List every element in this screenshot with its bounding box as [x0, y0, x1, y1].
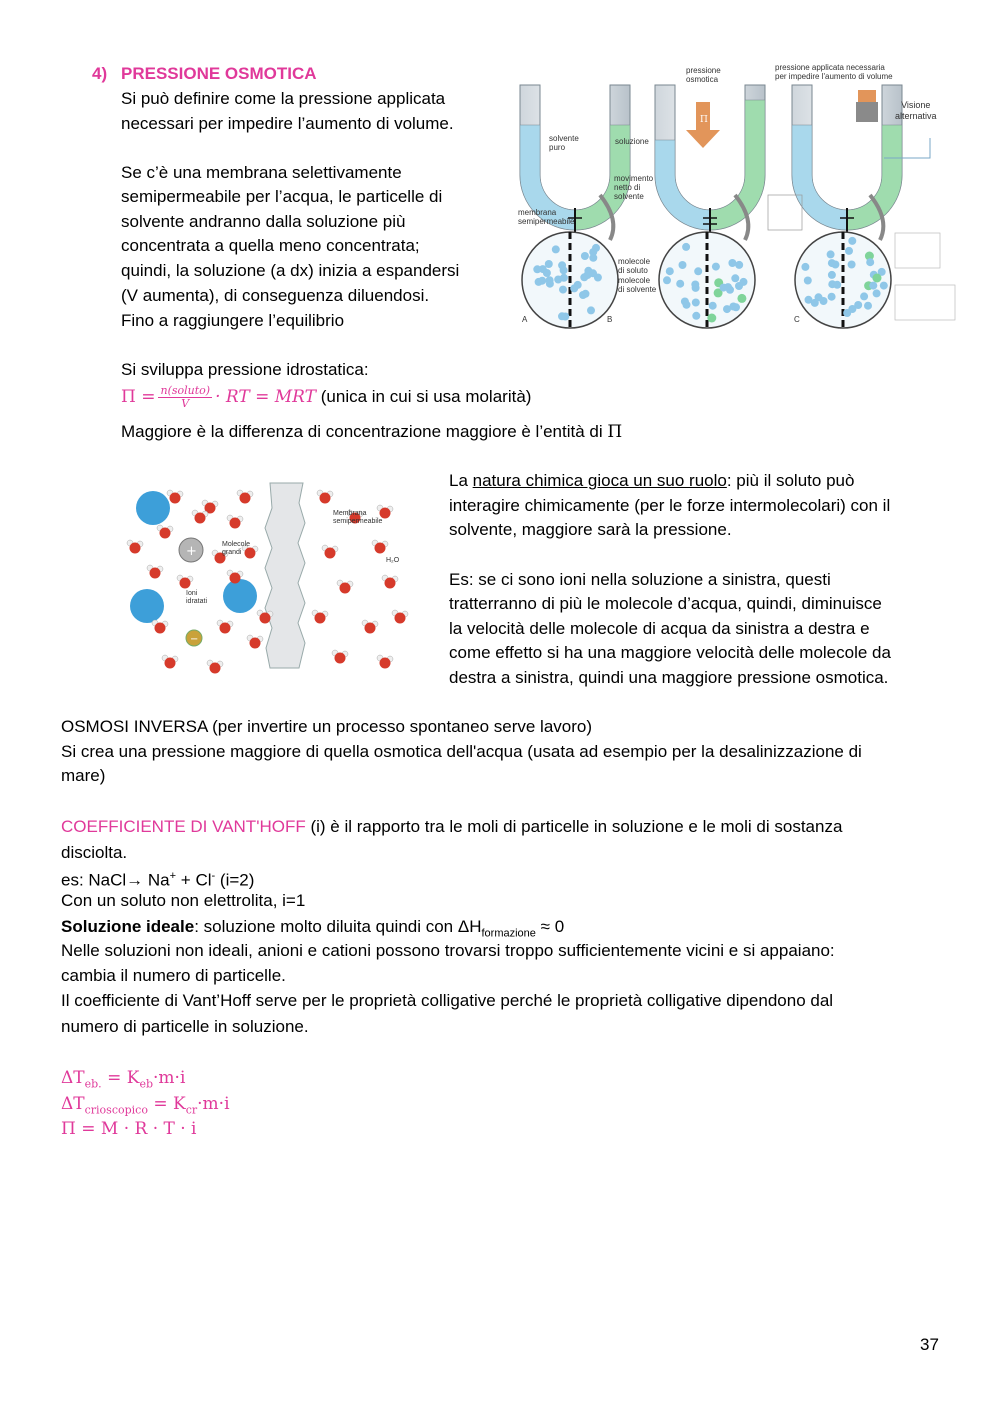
- osmosi-inversa-title: OSMOSI INVERSA (per invertire un processo spontaneo serve lavoro): [61, 717, 593, 736]
- label-molecole-solvente: molecole di solvente: [618, 276, 657, 294]
- water-molecule: [127, 540, 143, 554]
- solvent-molecule: [732, 303, 740, 311]
- solvent-molecule: [560, 274, 568, 282]
- section-number: 4): [92, 64, 108, 83]
- nature-pre: La: [449, 471, 473, 490]
- hydrostatic-line: Si sviluppa pressione idrostatica:: [121, 360, 369, 379]
- formula-fraction: [158, 385, 212, 410]
- solvent-molecule: [827, 250, 835, 258]
- solvent-molecule: [828, 293, 836, 301]
- example-pre: es: NaCl→ Na: [61, 870, 170, 890]
- water-molecule: [382, 575, 398, 589]
- label-soluzione: soluzione: [615, 137, 649, 146]
- solvent-molecule: [860, 292, 868, 300]
- water-molecule: [312, 610, 328, 624]
- solvent-molecule: [579, 291, 587, 299]
- solvent-molecule: [559, 286, 567, 294]
- solvent-molecule: [574, 281, 582, 289]
- vanthoff-line-1: [61, 815, 842, 840]
- f2-rest: ·m·i: [197, 1094, 230, 1114]
- f2-sub: crioscopico: [84, 1103, 148, 1117]
- water-molecule: [332, 650, 348, 664]
- solvent-molecule: [681, 298, 689, 306]
- label-h2o: H₂O: [386, 557, 400, 564]
- solvent-molecule: [589, 248, 597, 256]
- vanthoff-line-7: cambia il numero di particelle.: [61, 966, 286, 985]
- label-ioni-idratati: Ioni idratati: [186, 590, 208, 605]
- formula-osmotic-vanthoff: Π = M · R · T · i: [61, 1119, 197, 1139]
- label-membrana: membrana semipermeabile: [518, 208, 575, 226]
- membrane-line-4: concentrata a quella meno concentrata;: [121, 236, 420, 255]
- ideal-sub: formazione: [481, 927, 536, 940]
- membrane-line-7: Fino a raggiungere l’equilibrio: [121, 311, 345, 330]
- formula-rest: · RT = MRT: [215, 386, 317, 407]
- vanthoff-line-4: Con un soluto non elettrolita, i=1: [61, 891, 306, 910]
- solvent-molecule: [587, 306, 595, 314]
- es-line-5: destra a sinistra, quindi una maggiore pressione osmotica.: [449, 668, 889, 687]
- nature-line-3: solvente, maggiore sarà la pressione.: [449, 520, 732, 539]
- solvent-molecule: [666, 267, 674, 275]
- solvent-molecule: [545, 260, 553, 268]
- solvent-molecule: [828, 259, 836, 267]
- vanthoff-line-2: disciolta.: [61, 843, 128, 862]
- cation-sign: +: [186, 544, 197, 559]
- solvent-molecule: [873, 289, 881, 297]
- solvent-molecule: [869, 282, 877, 290]
- es-line-3: la velocità delle molecole di acqua da sinistra a destra e: [449, 619, 870, 638]
- water-molecule: [217, 620, 233, 634]
- solvent-molecule: [589, 269, 597, 277]
- greater-pi: Π: [607, 422, 623, 442]
- water-molecule: [227, 515, 243, 529]
- solvent-molecule: [692, 284, 700, 292]
- f1-delta: ΔT: [61, 1068, 85, 1088]
- pi-tag-b: Π: [700, 115, 708, 125]
- label-pressione-osmotica: pressione osmotica: [686, 66, 721, 84]
- greater-text: Maggiore è la differenza di concentrazione maggiore è l’entità di: [121, 422, 603, 441]
- example-sup-plus: +: [169, 870, 177, 882]
- osmosis-u-tube-figure: [510, 60, 960, 330]
- vanthoff-title-rest: (i) è il rapporto tra le moli di particelle in soluzione e le moli di sostanza: [305, 817, 843, 836]
- formula-denominator: V: [181, 396, 190, 410]
- water-molecule: [162, 655, 178, 669]
- solvent-molecule: [728, 259, 736, 267]
- membrane-line-1: Se c’è una membrana selettivamente: [121, 163, 402, 182]
- solvent-molecule: [843, 309, 851, 317]
- label-solvente-puro: solvente puro: [549, 134, 579, 152]
- solvent-molecule: [864, 302, 872, 310]
- f1-sub: eb.: [84, 1077, 102, 1091]
- greater-line: [121, 420, 622, 445]
- solvent-molecule: [866, 258, 874, 266]
- solvent-molecule: [720, 284, 728, 292]
- water-molecule: [337, 580, 353, 594]
- membrane-line-3: solvente andranno dalla soluzione più: [121, 212, 406, 231]
- label-molecole-soluto: molecole di soluto: [618, 257, 651, 275]
- solvent-molecule: [801, 263, 809, 271]
- label-visione-alternativa: Visione alternativa: [895, 100, 937, 121]
- page-number: 37: [920, 1335, 939, 1354]
- label-pressione-applicata: pressione applicata necessaria per impedire l'aumento di volume: [775, 63, 893, 81]
- water-molecule: [177, 575, 193, 589]
- water-molecule: [317, 490, 333, 504]
- formula-note: (unica in cui si usa molarità): [316, 386, 532, 406]
- label-b: B: [607, 315, 613, 324]
- f2-delta: ΔT: [61, 1094, 85, 1114]
- membrane-line-2: semipermeabile per l’acqua, le particelle di: [121, 187, 443, 206]
- solvent-molecule: [546, 280, 554, 288]
- solvent-molecule: [848, 261, 856, 269]
- water-molecule: [392, 610, 408, 624]
- water-molecule: [372, 540, 388, 554]
- solvent-molecule: [815, 293, 823, 301]
- solvent-molecule: [735, 282, 743, 290]
- solvent-molecule: [735, 261, 743, 269]
- nature-underlined: natura chimica gioca un suo ruolo: [472, 471, 727, 490]
- f2-k: = K: [147, 1094, 186, 1114]
- formula-numerator: n(soluto): [160, 383, 211, 397]
- ions-membrane-figure: [125, 478, 425, 678]
- solvent-molecule: [804, 277, 812, 285]
- f1-k: = K: [101, 1068, 140, 1088]
- membrane-line-6: (V aumenta), di conseguenza diluendosi.: [121, 286, 430, 305]
- solvent-molecule: [845, 247, 853, 255]
- solvent-molecule: [533, 265, 541, 273]
- anion-sign: −: [190, 634, 199, 645]
- solvent-molecule: [854, 301, 862, 309]
- water-molecule: [152, 620, 168, 634]
- u-tube-b: [655, 85, 765, 232]
- solvent-molecule: [709, 302, 717, 310]
- solvent-molecule: [723, 305, 731, 313]
- solute-molecule: [707, 314, 716, 323]
- nature-line-2: interagire chimicamente (per le forze intermolecolari) con il: [449, 496, 891, 515]
- nature-line-1: [449, 469, 854, 494]
- solvent-molecule: [880, 282, 888, 290]
- nature-post: : più il soluto può: [726, 471, 855, 490]
- osmotic-formula: [121, 380, 531, 414]
- solvent-molecule: [538, 277, 546, 285]
- vanthoff-line-8: Il coefficiente di Vant’Hoff serve per le proprietà colligative perché le proprietà colligative dipendono dal: [61, 991, 834, 1010]
- solvent-molecule: [663, 276, 671, 284]
- water-molecule: [167, 490, 183, 504]
- solvent-molecule: [712, 263, 720, 271]
- section-title: PRESSIONE OSMOTICA: [121, 64, 317, 83]
- f2-sub2: cr: [185, 1103, 198, 1117]
- solvent-molecule: [679, 261, 687, 269]
- f1-sub2: eb: [139, 1077, 154, 1091]
- vanthoff-title: COEFFICIENTE DI VANT'HOFF: [61, 817, 306, 836]
- water-molecule: [322, 545, 338, 559]
- water-molecule: [192, 510, 208, 524]
- formula-pi: Π =: [121, 386, 156, 407]
- example-post: (i=2): [215, 870, 255, 890]
- water-molecule: [147, 565, 163, 579]
- label-movimento: movimento netto di solvente: [614, 174, 654, 201]
- solvent-molecule: [682, 243, 690, 251]
- membrane-line-5: quindi, la soluzione (a dx) inizia a espandersi: [121, 261, 460, 280]
- solvent-molecule: [692, 299, 700, 307]
- solvent-molecule: [833, 281, 841, 289]
- intro-line-1: Si può definire come la pressione applicata: [121, 89, 446, 108]
- example-mid: + Cl: [176, 870, 212, 890]
- solute-molecule: [737, 294, 746, 303]
- label-a: A: [522, 315, 528, 324]
- water-molecule: [237, 490, 253, 504]
- solvent-molecule: [581, 252, 589, 260]
- water-molecule: [207, 660, 223, 674]
- f1-rest: ·m·i: [153, 1068, 186, 1088]
- solute-molecule: [873, 274, 882, 283]
- solvent-molecule: [552, 245, 560, 253]
- ideal-bold: Soluzione ideale: [61, 917, 195, 936]
- vanthoff-line-6: Nelle soluzioni non ideali, anioni e cationi possono trovarsi troppo sufficientemente vicini e si appaiano:: [61, 941, 835, 960]
- ideal-rest: : soluzione molto diluita quindi con ΔH: [194, 917, 482, 936]
- label-membrana-semipermeabile: Membrana semipermeabile: [333, 510, 383, 525]
- es-line-1: Es: se ci sono ioni nella soluzione a sinistra, questi: [449, 570, 831, 589]
- intro-line-2: necessari per impedire l’aumento di volume.: [121, 114, 454, 133]
- water-molecule: [157, 525, 173, 539]
- water-molecule: [377, 655, 393, 669]
- solvent-molecule: [543, 269, 551, 277]
- water-molecule: [247, 635, 263, 649]
- solvent-molecule: [731, 274, 739, 282]
- water-molecule: [362, 620, 378, 634]
- solvent-molecule: [561, 313, 569, 321]
- osmosi-line-3: mare): [61, 766, 106, 785]
- label-c: C: [794, 315, 800, 324]
- osmosi-line-2: Si crea una pressione maggiore di quella osmotica dell'acqua (usata ad esempio per la desalinizzazione di: [61, 742, 862, 761]
- ideal-end: ≈ 0: [535, 917, 565, 936]
- es-line-4: come effetto si ha una maggiore velocità delle molecole da: [449, 643, 891, 662]
- vanthoff-line-9: numero di particelle in soluzione.: [61, 1017, 309, 1036]
- label-molecole-grandi: Molecole grandi: [222, 541, 251, 556]
- solvent-molecule: [805, 296, 813, 304]
- es-line-2: tratterranno di più le molecole d’acqua, quindi, diminuisce: [449, 594, 882, 613]
- solvent-molecule: [558, 261, 566, 269]
- solvent-molecule: [692, 312, 700, 320]
- solvent-molecule: [848, 237, 856, 245]
- example-sup-minus: -: [211, 870, 216, 882]
- solvent-molecule: [828, 271, 836, 279]
- solvent-molecule: [676, 280, 684, 288]
- solvent-molecule: [694, 267, 702, 275]
